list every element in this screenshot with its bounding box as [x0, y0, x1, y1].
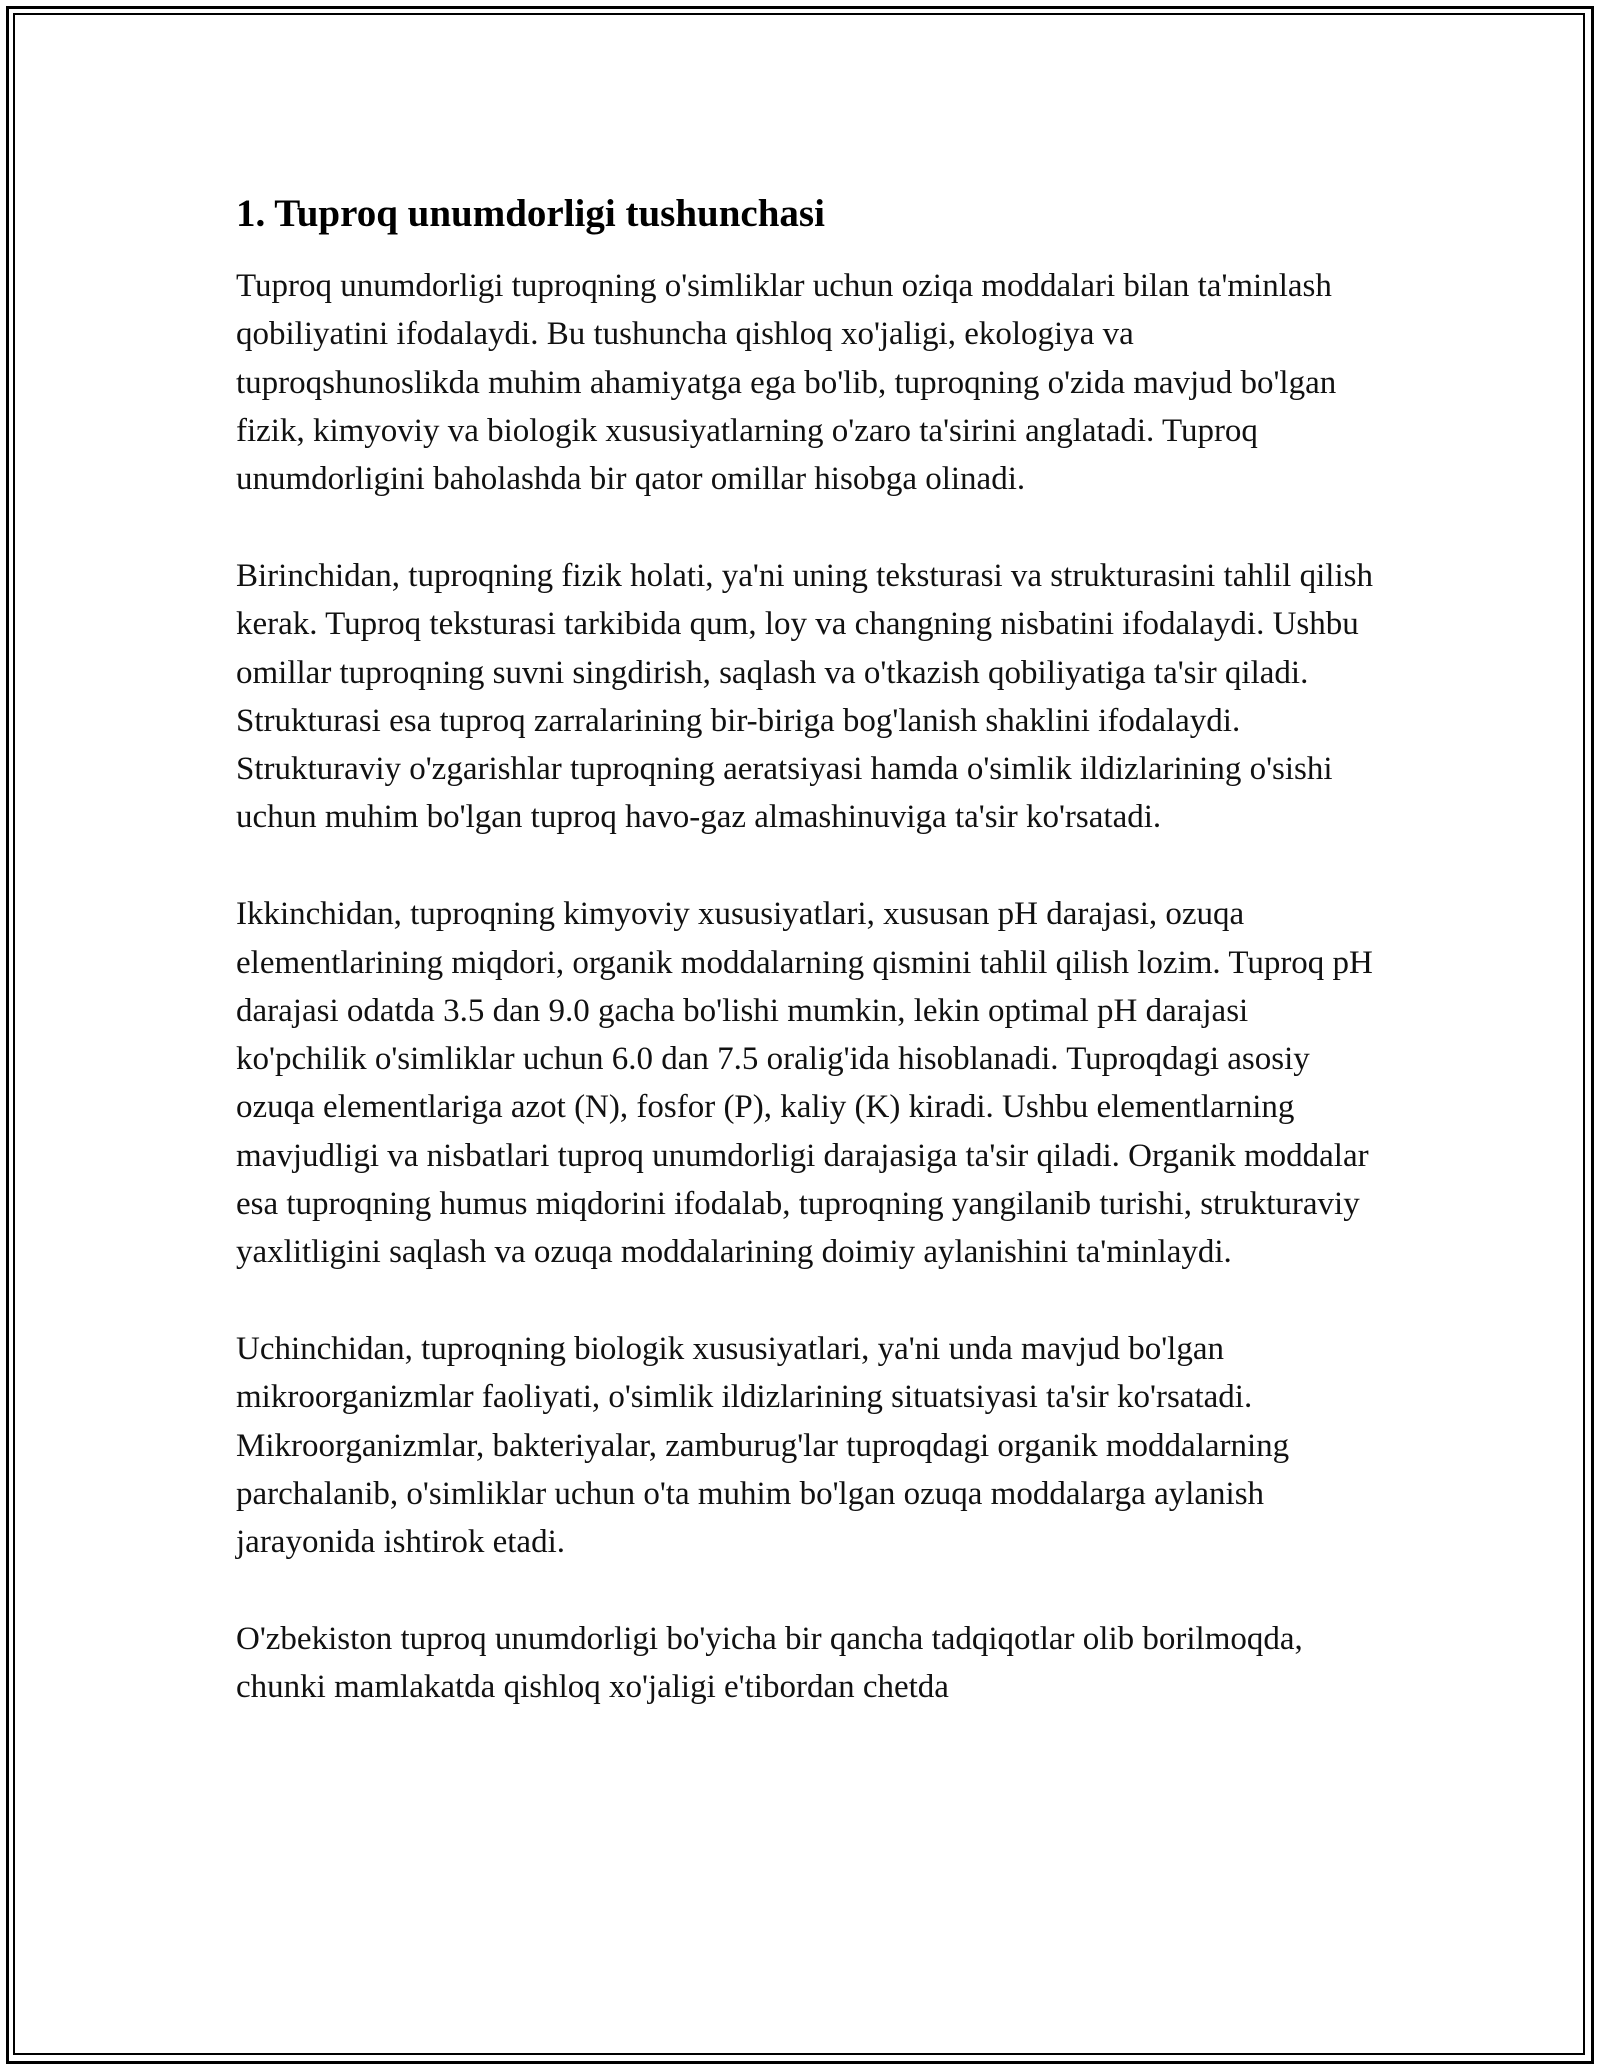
document-body	[236, 190, 1376, 1760]
paragraph-physical-properties: Birinchidan, tuproqning fizik holati, ya'ni uning teksturasi va strukturasini tahlil qilish kerak. Tuproq teksturasi tarkibida qum, loy va changning nisbatini ifodalaydi. Ushbu omillar tuproqning suvni singdirish, saqlash va o'tkazish qobiliyatiga ta'sir qiladi. Strukturasi esa tuproq zarralarining bir-biriga bog'lanish shaklini ifodalaydi. Strukturaviy o'zgarishlar tuproqning aeratsiyasi hamda o'simlik ildizlarining o'sishi uchun muhim bo'lgan tuproq havo-gaz almashinuviga ta'sir ko'rsatadi.	[236, 557, 1373, 836]
paragraph-biological-properties: Uchinchidan, tuproqning biologik xususiyatlari, ya'ni unda mavjud bo'lgan mikroorganizmlar faoliyati, o'simlik ildizlarining situatsiyasi ta'sir ko'rsatadi. Mikroorganizmlar, bakteriyalar, zamburug'lar tuproqdagi organik moddalarning parchalanib, o'simliklar uchun o'ta muhim bo'lgan ozuqa moddalarga aylanish jarayonida ishtirok etadi.	[236, 1331, 1290, 1561]
paragraph-uzbekistan-research: O'zbekiston tuproq unumdorligi bo'yicha bir qancha tadqiqotlar olib borilmoqda, chunki mamlakatda qishloq xo'jaligi e'tibordan chetda	[236, 1621, 1303, 1706]
paragraph-intro: Tuproq unumdorligi tuproqning o'simliklar uchun oziqa moddalari bilan ta'minlash qobiliyatini ifodalaydi. Bu tushuncha qishloq xo'jaligi, ekologiya va tuproqshunoslikda muhim ahamiyatga ega bo'lib, tuproqning o'zida mavjud bo'lgan fizik, kimyoviy va biologik xususiyatlarning o'zaro ta'sirini anglatadi. Tuproq unumdorligini baholashda bir qator omillar hisobga olinadi.	[236, 268, 1337, 498]
paragraph-chemical-properties: Ikkinchidan, tuproqning kimyoviy xususiyatlari, xususan pH darajasi, ozuqa elementlarining miqdori, organik moddalarning qismini tahlil qilish lozim. Tuproq pH darajasi odatda 3.5 dan 9.0 gacha bo'lishi mumkin, lekin optimal pH darajasi ko'pchilik o'simliklar uchun 6.0 dan 7.5 oralig'ida hisoblanadi. Tuproqdagi asosiy ozuqa elementlariga azot (N), fosfor (P), kaliy (K) kiradi. Ushbu elementlarning mavjudligi va nisbatlari tuproq unumdorligi darajasiga ta'sir qiladi. Organik moddalar esa tuproqning humus miqdorini ifodalab, tuproqning yangilanib turishi, strukturaviy yaxlitligini saqlash va ozuqa moddalarining doimiy aylanishini ta'minlaydi.	[236, 896, 1373, 1271]
section-heading: 1. Tuproq unumdorligi tushunchasi	[236, 192, 825, 235]
